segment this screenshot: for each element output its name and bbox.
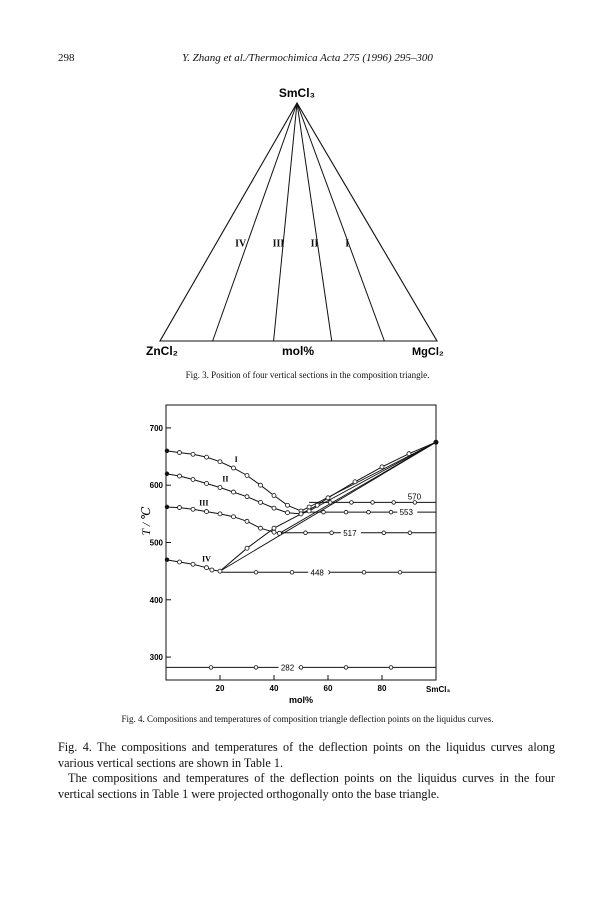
series-II-point bbox=[307, 509, 311, 513]
apex-line-IV bbox=[220, 442, 436, 571]
series-IV-point bbox=[191, 562, 195, 566]
series-I-point bbox=[272, 494, 276, 498]
left-vertex-label: ZnCl₂ bbox=[146, 344, 178, 358]
x-tick-label: 60 bbox=[323, 684, 333, 693]
plot-frame bbox=[166, 405, 436, 680]
series-III-point bbox=[259, 526, 263, 530]
branch-point bbox=[245, 546, 249, 550]
isotherm-point bbox=[254, 570, 258, 574]
isotherm-point bbox=[362, 570, 366, 574]
fig4-caption: Fig. 4. Compositions and temperatures of composition triangle deflection points on the liquidus curves. bbox=[121, 714, 494, 724]
x-axis-label: mol% bbox=[288, 695, 314, 705]
isotherm-point bbox=[392, 501, 396, 505]
isotherm-point bbox=[371, 501, 375, 505]
bottom-axis-label: mol% bbox=[281, 344, 315, 358]
section-label-II: II bbox=[310, 238, 319, 250]
series-I-point bbox=[218, 460, 222, 464]
series-III-point bbox=[178, 506, 182, 510]
x-tick-label: 20 bbox=[215, 684, 225, 693]
isotherm-label-282: 282 bbox=[280, 663, 295, 673]
fig3-caption: Fig. 3. Position of four vertical sections in the composition triangle. bbox=[185, 370, 430, 380]
series-III-point bbox=[205, 510, 209, 514]
paragraph-1: Fig. 4. The compositions and temperatures of the deflection points on the liquidus curves along various vertical sections are shown in Table 1. bbox=[58, 740, 555, 770]
isotherm-point bbox=[209, 666, 213, 670]
series-IV-point bbox=[210, 568, 214, 572]
series-IV-point bbox=[178, 560, 182, 564]
y-tick-label: 300 bbox=[149, 653, 163, 663]
isotherm-point bbox=[254, 666, 258, 670]
x-tick-label: 40 bbox=[269, 684, 279, 693]
branch-point bbox=[407, 452, 411, 456]
branch-point bbox=[326, 496, 330, 500]
series-III-point bbox=[232, 515, 236, 519]
series-I-point bbox=[245, 473, 249, 477]
isotherm-point bbox=[322, 510, 326, 514]
y-tick-label: 700 bbox=[149, 423, 163, 433]
x-end-label: SmCl₃ bbox=[426, 685, 451, 694]
isotherm-point bbox=[344, 510, 348, 514]
series-III-point bbox=[272, 530, 276, 534]
branch-point bbox=[353, 480, 357, 484]
series-II-point bbox=[272, 506, 276, 510]
isotherm-point bbox=[389, 510, 393, 514]
isotherm-point bbox=[350, 501, 354, 505]
y-tick-label: 400 bbox=[149, 595, 163, 605]
series-label-II: II bbox=[222, 474, 229, 484]
isotherm-label-570: 570 bbox=[407, 492, 422, 502]
right-vertex-label: MgCl₂ bbox=[412, 346, 444, 358]
isotherm-point bbox=[299, 666, 303, 670]
series-I-point bbox=[307, 505, 311, 509]
isotherm-label-448: 448 bbox=[310, 568, 324, 578]
series-III-point bbox=[191, 507, 195, 511]
series-II-start-point bbox=[165, 472, 169, 476]
series-III-start-point bbox=[165, 505, 169, 509]
apex-point bbox=[434, 440, 439, 445]
isotherm-point bbox=[382, 531, 386, 535]
series-III-point bbox=[218, 512, 222, 516]
page-number: 298 bbox=[58, 52, 75, 64]
series-II-point bbox=[178, 474, 182, 478]
series-I-point bbox=[259, 483, 263, 487]
section-label-III: III bbox=[272, 238, 285, 250]
branch-point bbox=[272, 526, 276, 530]
y-axis-label: T / ℃ bbox=[139, 506, 153, 536]
paragraph-2: The compositions and temperatures of the deflection points on the liquidus curves in the four vertical sections in Table 1 were projected orthogonally onto the base triangle. bbox=[58, 771, 555, 801]
series-I-point bbox=[205, 455, 209, 459]
series-label-IV: IV bbox=[202, 554, 211, 564]
isotherm-point bbox=[367, 510, 371, 514]
series-II-point bbox=[205, 481, 209, 485]
isotherm-point bbox=[398, 570, 402, 574]
series-II-point bbox=[218, 486, 222, 490]
series-IV-point bbox=[205, 566, 209, 570]
running-head: Y. Zhang et al./Thermochimica Acta 275 (1996) 295–300 bbox=[182, 52, 433, 64]
series-I-start-point bbox=[165, 449, 169, 453]
isotherm-point bbox=[389, 666, 393, 670]
branch-point bbox=[299, 512, 303, 516]
body-text bbox=[58, 740, 555, 802]
branch-point bbox=[380, 465, 384, 469]
isotherm-label-553: 553 bbox=[399, 508, 413, 518]
series-IV-point bbox=[218, 569, 222, 573]
x-tick-label: 80 bbox=[377, 684, 387, 693]
series-label-III: III bbox=[199, 498, 209, 508]
series-I-point bbox=[232, 466, 236, 470]
isotherm-point bbox=[408, 531, 412, 535]
isotherm-point bbox=[328, 501, 332, 505]
series-II-point bbox=[245, 495, 249, 499]
series-II-point bbox=[232, 490, 236, 494]
isotherm-point bbox=[344, 666, 348, 670]
series-I-point bbox=[178, 451, 182, 455]
series-II-point bbox=[191, 477, 195, 481]
section-label-I: I bbox=[345, 238, 350, 250]
y-tick-label: 500 bbox=[149, 538, 163, 548]
isotherm-label-517: 517 bbox=[343, 528, 357, 538]
isotherm-point bbox=[304, 531, 308, 535]
section-label-IV: IV bbox=[235, 238, 247, 250]
series-I-point bbox=[191, 452, 195, 456]
series-IV-start-point bbox=[165, 557, 169, 561]
isotherm-point bbox=[330, 531, 334, 535]
series-II-point bbox=[259, 500, 263, 504]
series-III-point bbox=[245, 519, 249, 523]
y-tick-label: 600 bbox=[149, 481, 163, 491]
series-I-point bbox=[286, 503, 290, 507]
branch-point bbox=[315, 503, 319, 507]
apex-label: SmCl₃ bbox=[278, 86, 316, 100]
series-label-I: I bbox=[234, 455, 238, 465]
liquidus-curve-II bbox=[166, 474, 309, 514]
isotherm-point bbox=[290, 570, 294, 574]
series-III-point bbox=[277, 531, 281, 535]
series-II-point bbox=[286, 511, 290, 515]
